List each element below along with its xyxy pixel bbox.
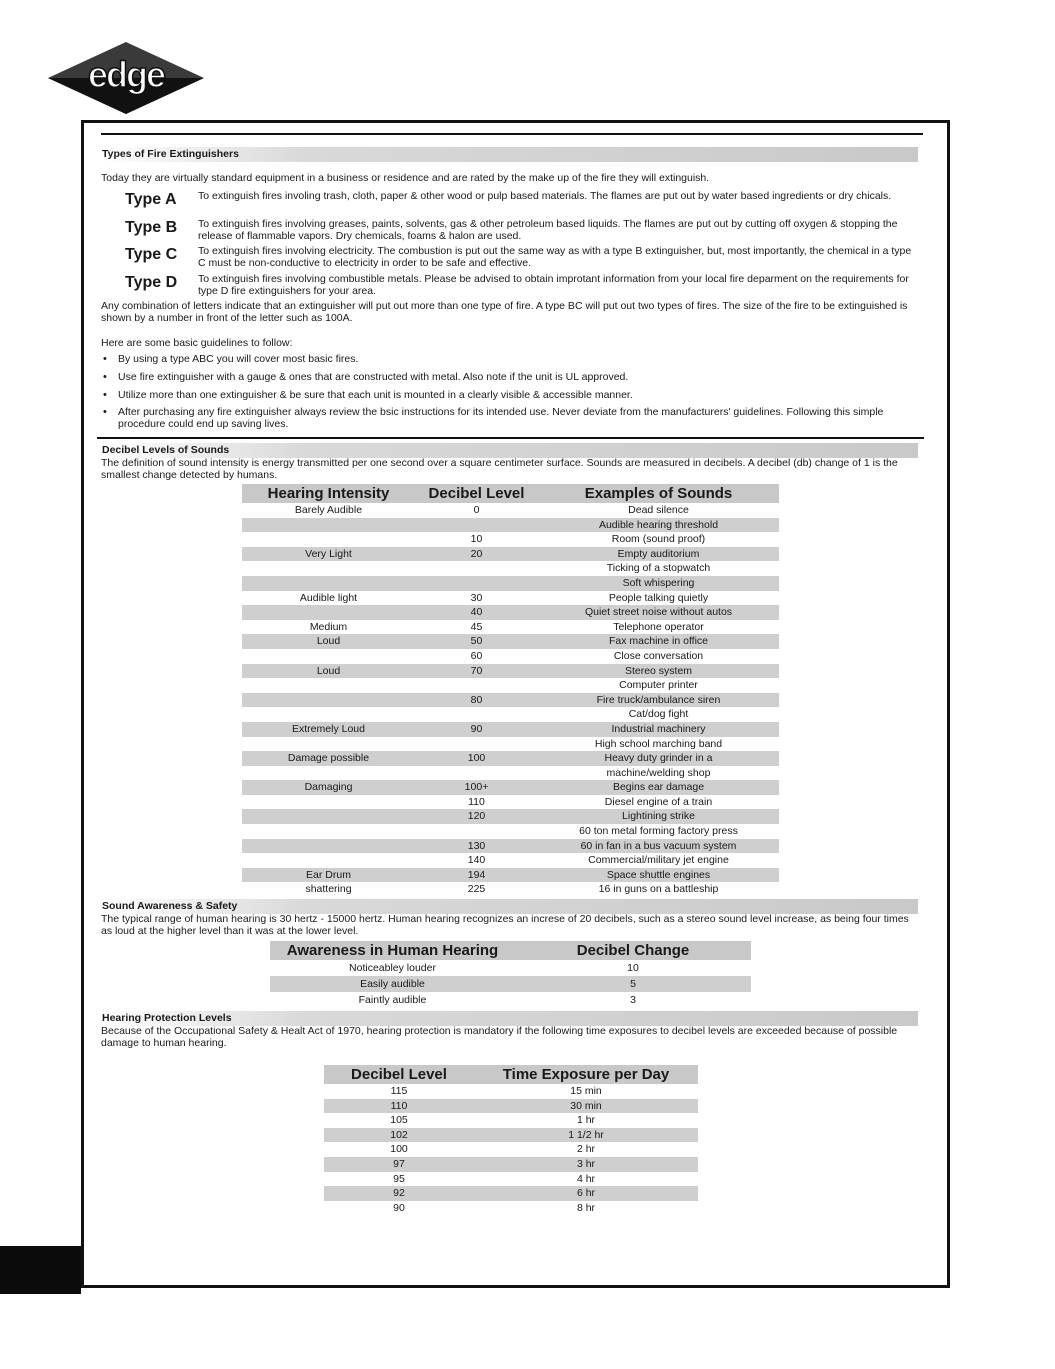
table-row xyxy=(242,882,779,897)
table-row xyxy=(324,1099,698,1114)
decibel-table xyxy=(242,484,779,897)
table-cell: 40 xyxy=(415,605,538,620)
table-cell xyxy=(415,561,538,576)
table-cell: 1 hr xyxy=(576,1114,596,1127)
table-cell: 105 xyxy=(390,1114,408,1127)
table-cell: Diesel engine of a train xyxy=(604,795,713,808)
table-row xyxy=(242,868,779,883)
table-cell: 20 xyxy=(415,547,538,562)
table-row xyxy=(242,853,779,868)
table-row xyxy=(324,1201,698,1216)
table-row xyxy=(242,766,779,781)
decibel-intro: The definition of sound intensity is energy transmitted per one second over a square centimeter surface. Sounds are measured in decibels. A decibel (db) change of 1 is the smallest change detected by humans. xyxy=(101,457,898,481)
table-cell xyxy=(415,576,538,591)
table-cell: 5 xyxy=(515,976,751,992)
table-cell: Dead silence xyxy=(628,504,689,516)
table-row xyxy=(242,561,779,576)
top-rule xyxy=(101,133,923,135)
table-row xyxy=(242,707,779,722)
table-cell: 95 xyxy=(393,1172,405,1185)
table-cell: 10 xyxy=(627,962,639,974)
table-cell: 45 xyxy=(470,620,483,633)
table-cell xyxy=(242,766,415,781)
table-cell: Ticking of a stopwatch xyxy=(606,562,711,575)
header-examples: Examples of Sounds xyxy=(538,484,779,503)
table-cell: 60 xyxy=(470,649,483,662)
section-heading-decibel: Decibel Levels of Sounds xyxy=(101,443,918,458)
table-cell: Damaging xyxy=(242,780,415,795)
table-cell: Fire truck/ambulance siren xyxy=(538,693,779,708)
table-cell: Begins ear damage xyxy=(538,780,779,795)
table-cell: Extremely Loud xyxy=(242,722,415,737)
table-cell: 15 min xyxy=(570,1085,602,1097)
table-row xyxy=(324,1142,698,1157)
table-cell xyxy=(242,707,415,722)
table-cell: Soft whispering xyxy=(538,576,779,591)
table-cell: 16 in guns on a battleship xyxy=(598,883,719,896)
table-row xyxy=(270,960,751,976)
table-row xyxy=(324,1172,698,1187)
table-cell: Computer printer xyxy=(619,679,698,692)
table-cell: Ear Drum xyxy=(242,868,415,883)
edge-logo xyxy=(46,40,206,116)
table-cell: 3 hr xyxy=(474,1157,698,1172)
table-cell: 97 xyxy=(324,1157,474,1172)
table-cell xyxy=(242,839,415,854)
table-cell: 225 xyxy=(467,883,486,896)
table-row xyxy=(242,780,779,795)
table-cell: High school marching band xyxy=(594,737,723,750)
table-cell: 30 xyxy=(470,591,483,604)
table-row xyxy=(242,809,779,824)
header-time-exposure: Time Exposure per Day xyxy=(474,1065,698,1084)
table-cell xyxy=(415,766,538,781)
section-rule xyxy=(97,437,924,439)
table-row xyxy=(242,605,779,620)
table-cell: 1 1/2 hr xyxy=(474,1128,698,1143)
table-cell xyxy=(415,737,538,752)
table-cell: 10 xyxy=(470,533,483,546)
table-cell: Audible hearing threshold xyxy=(538,518,779,533)
table-cell: Room (sound proof) xyxy=(611,533,706,546)
table-cell: 2 hr xyxy=(576,1143,596,1156)
table-cell: 30 min xyxy=(474,1099,698,1114)
header-decibel-level: Decibel Level xyxy=(324,1065,474,1084)
table-cell xyxy=(242,853,415,868)
table-row xyxy=(242,634,779,649)
type-b-desc: To extinguish fires involving greases, paints, solvents, gas & other petroleum based liquids. The flames are put out by cutting off oxygen & stopping the release of flammable vapors. Dry chemicals, foams & halon are used. xyxy=(198,218,898,242)
header-decibel-change: Decibel Change xyxy=(515,941,751,960)
table-cell: 140 xyxy=(467,854,486,867)
table-row xyxy=(242,722,779,737)
table-row xyxy=(242,649,779,664)
table-cell xyxy=(242,809,415,824)
table-cell: 0 xyxy=(473,504,480,516)
awareness-intro: The typical range of human hearing is 30 hertz - 15000 hertz. Human hearing recognizes an increse of 20 decibels, such as a stereo sound level increase, as being four times as loud at the higher level than it was at the lower level. xyxy=(101,913,909,937)
table-cell xyxy=(242,518,415,533)
table-row xyxy=(242,547,779,562)
table-cell xyxy=(242,678,415,693)
header-hearing-intensity: Hearing Intensity xyxy=(242,484,415,503)
table-row xyxy=(242,795,779,810)
table-row xyxy=(242,678,779,693)
type-a-label: Type A xyxy=(125,191,177,208)
table-cell: 100 xyxy=(390,1143,408,1156)
table-cell: 120 xyxy=(415,809,538,824)
table-cell: Telephone operator xyxy=(613,620,704,633)
table-row xyxy=(324,1128,698,1143)
table-header-row xyxy=(270,941,751,960)
table-cell: Damage possible xyxy=(242,751,415,766)
type-b-label: Type B xyxy=(125,219,178,236)
bullet-icon: • xyxy=(103,389,107,401)
table-cell: Faintly audible xyxy=(358,994,427,1006)
table-row xyxy=(242,824,779,839)
table-cell xyxy=(242,576,415,591)
table-cell: 110 xyxy=(324,1099,474,1114)
header-awareness: Awareness in Human Hearing xyxy=(270,941,515,960)
table-cell: Very Light xyxy=(242,547,415,562)
protection-intro: Because of the Occupational Safety & Healt Act of 1970, hearing protection is mandatory if the following time exposures to decibel levels are exceeded because of possible damage to human hearing. xyxy=(101,1025,898,1049)
table-cell xyxy=(415,707,538,722)
table-row xyxy=(242,664,779,679)
table-row xyxy=(242,503,779,518)
table-row xyxy=(324,1084,698,1099)
table-row xyxy=(242,532,779,547)
table-row xyxy=(242,591,779,606)
table-row xyxy=(242,839,779,854)
table-header-row xyxy=(242,484,779,503)
guidelines-intro: Here are some basic guidelines to follow: xyxy=(101,337,293,349)
table-row xyxy=(242,751,779,766)
table-cell: Easily audible xyxy=(270,976,515,992)
table-cell: Barely Audible xyxy=(294,504,363,516)
fire-combination-text: Any combination of letters indicate that an extinguisher will put out more than one type of fire. A type BC will put out two types of fires. The size of the fire to be extinguished is shown by a number in front of the letter such as 100A. xyxy=(101,300,908,324)
table-cell: machine/welding shop xyxy=(606,766,711,779)
table-row xyxy=(242,620,779,635)
table-cell: 100 xyxy=(415,751,538,766)
table-cell: Lightining strike xyxy=(538,809,779,824)
type-c-desc: To extinguish fires involving electricity. The combustion is put out the same way as with a type B extinguisher, but, most importantly, the chemical in a type C must be non-conductive to electricity in order to be safe and effective. xyxy=(198,245,912,269)
table-cell xyxy=(415,518,538,533)
table-cell: 60 in fan in a bus vacuum system xyxy=(538,839,779,854)
table-cell: 102 xyxy=(324,1128,474,1143)
table-row xyxy=(270,976,751,992)
bullet-icon: • xyxy=(103,406,107,418)
table-cell: Loud xyxy=(242,634,415,649)
table-cell xyxy=(242,532,415,547)
table-cell: 3 xyxy=(630,994,636,1006)
table-row xyxy=(270,992,751,1008)
table-header-row xyxy=(324,1065,698,1084)
table-cell: Commercial/military jet engine xyxy=(588,854,729,867)
table-cell: Industrial machinery xyxy=(538,722,779,737)
table-cell xyxy=(415,678,538,693)
table-cell xyxy=(242,737,415,752)
type-d-label: Type D xyxy=(125,274,178,291)
table-cell: Space shuttle engines xyxy=(538,868,779,883)
table-cell: shattering xyxy=(305,883,352,896)
table-row xyxy=(242,518,779,533)
table-row xyxy=(242,693,779,708)
table-cell: 8 hr xyxy=(576,1201,596,1214)
header-decibel-level: Decibel Level xyxy=(415,484,538,503)
table-row xyxy=(324,1113,698,1128)
table-cell: 130 xyxy=(415,839,538,854)
table-cell: 6 hr xyxy=(474,1186,698,1201)
protection-table xyxy=(324,1065,698,1215)
section-heading-protection: Hearing Protection Levels xyxy=(101,1011,918,1026)
table-cell: 4 hr xyxy=(576,1172,596,1185)
table-cell: 70 xyxy=(415,664,538,679)
table-cell: 110 xyxy=(468,795,485,808)
table-cell xyxy=(242,605,415,620)
table-row xyxy=(324,1186,698,1201)
table-cell xyxy=(242,693,415,708)
table-cell xyxy=(242,561,415,576)
table-cell: 90 xyxy=(415,722,538,737)
table-row xyxy=(242,737,779,752)
table-cell: Heavy duty grinder in a xyxy=(538,751,779,766)
table-cell xyxy=(242,824,415,839)
table-cell: Noticeabley louder xyxy=(349,962,436,974)
table-cell: People talking quietly xyxy=(608,591,709,604)
logo-text: edge xyxy=(87,54,165,95)
table-cell: 100+ xyxy=(415,780,538,795)
table-cell: 92 xyxy=(324,1186,474,1201)
table-cell: 115 xyxy=(390,1085,408,1097)
table-cell: Medium xyxy=(309,620,348,633)
section-heading-awareness: Sound Awareness & Safety xyxy=(101,899,918,914)
type-a-desc: To extinguish fires involing trash, cloth, paper & other wood or pulp based materials. The flames are put out by water based ingredients or dry chicals. xyxy=(198,190,892,202)
table-row xyxy=(324,1157,698,1172)
table-row xyxy=(242,576,779,591)
type-c-label: Type C xyxy=(125,246,178,263)
table-cell: 90 xyxy=(393,1201,405,1214)
table-cell xyxy=(242,795,415,810)
table-cell: Loud xyxy=(242,664,415,679)
table-cell xyxy=(415,824,538,839)
table-cell: Close conversation xyxy=(613,649,704,662)
type-d-desc: To extinguish fires involving combustible metals. Please be advised to obtain improtant information from your local fire deparment on the requirements for type D fire extinguishers for your area. xyxy=(198,273,909,297)
table-cell: Cat/dog fight xyxy=(628,708,689,721)
table-cell: 80 xyxy=(415,693,538,708)
table-cell: Fax machine in office xyxy=(538,634,779,649)
section-heading-fire: Types of Fire Extinguishers xyxy=(101,147,918,162)
table-cell: Empty auditorium xyxy=(538,547,779,562)
table-cell: 194 xyxy=(415,868,538,883)
awareness-table xyxy=(270,941,751,1008)
table-cell: Stereo system xyxy=(538,664,779,679)
table-cell: 60 ton metal forming factory press xyxy=(579,825,738,838)
table-cell: 50 xyxy=(415,634,538,649)
bullet-icon: • xyxy=(103,371,107,383)
page-corner-block xyxy=(0,1246,81,1294)
bullet-icon: • xyxy=(103,353,107,365)
fire-intro: Today they are virtually standard equipment in a business or residence and are rated by the make up of the fire they will extinguish. xyxy=(101,172,710,184)
table-cell xyxy=(242,649,415,664)
table-cell: Quiet street noise without autos xyxy=(538,605,779,620)
table-cell: Audible light xyxy=(299,591,358,604)
